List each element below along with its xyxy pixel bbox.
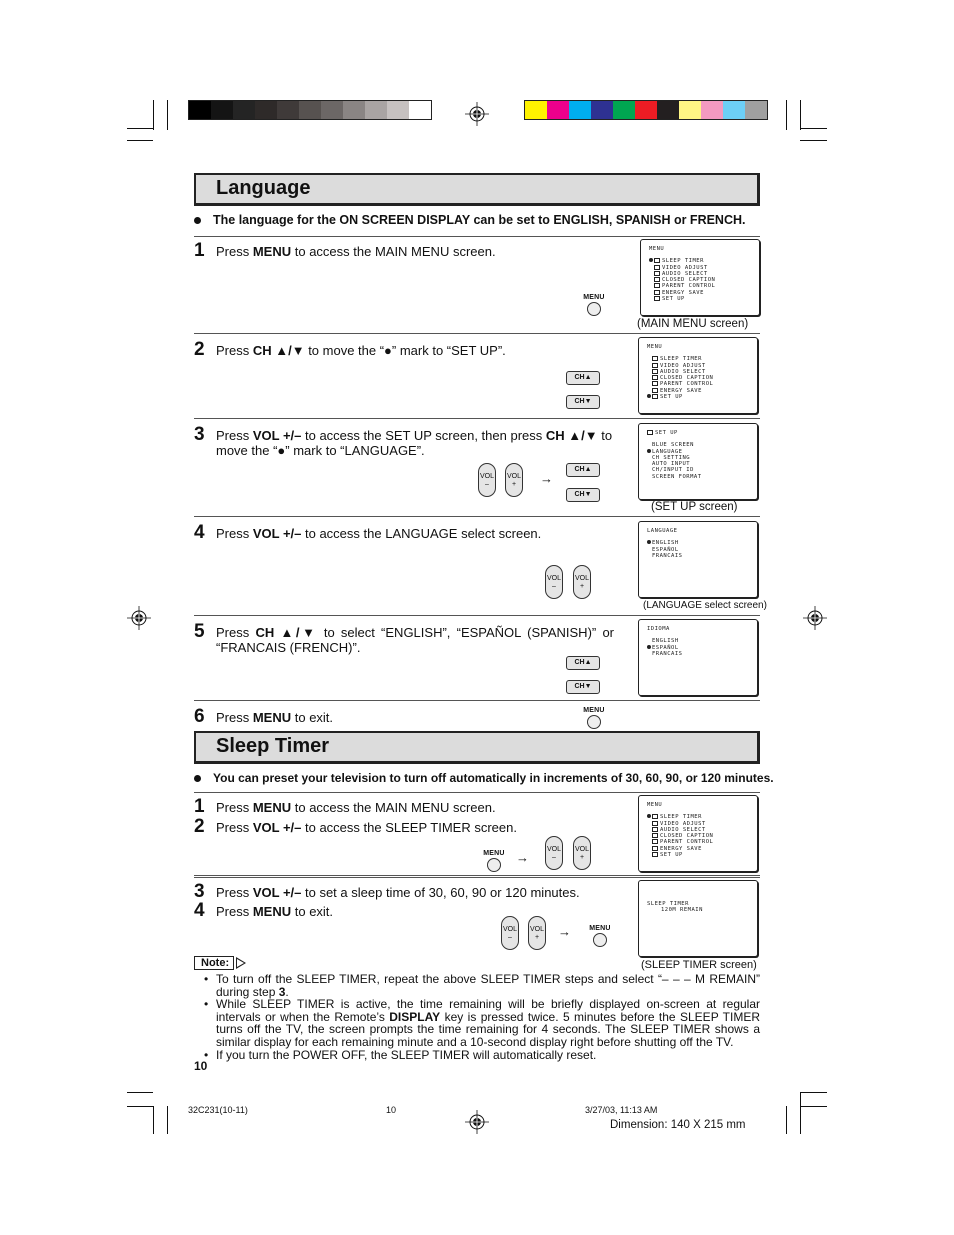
note-item: • To turn off the SLEEP TIMER, repeat the above SLEEP TIMER steps and select “– – – M REMAIN” during step 3. (204, 973, 760, 998)
registration-mark-icon (465, 1110, 489, 1134)
step-text: Press VOL +/– to access the SET UP screen, then press CH ▲/▼ to move the “●” mark to “LANGUAGE”. (216, 428, 613, 458)
footer-file: 32C231(10-11) (188, 1105, 248, 1115)
screen-menu-item: VIDEO ADJUST (647, 363, 749, 369)
note-item: • If you turn the POWER OFF, the SLEEP TIMER will automatically reset. (204, 1049, 760, 1062)
button-circle-icon (593, 933, 607, 947)
vol-plus-key: VOL + (573, 836, 591, 870)
screen-menu-item: AUDIO SELECT (649, 271, 751, 277)
screen-menu-item: AUDIO SELECT (647, 827, 749, 833)
screen-menu-item: ENGLISH (647, 540, 749, 546)
screen-menu-item: SLEEP TIMER (647, 814, 749, 820)
screen-menu-item: ENERGY SAVE (647, 388, 749, 394)
section-title: Language (216, 177, 311, 199)
menu-item-icon (652, 821, 658, 826)
vol-plus-key: VOL + (505, 463, 523, 497)
selection-dot-icon (647, 394, 651, 398)
arrow-right-icon: → (540, 471, 553, 486)
screen-title: MENU (647, 344, 663, 350)
color-swatch (745, 101, 767, 119)
selection-dot-icon (649, 258, 653, 262)
footer-dimension: Dimension: 140 X 215 mm (610, 1119, 746, 1131)
idioma-screen (638, 619, 758, 696)
color-swatch (189, 101, 211, 119)
color-swatch (525, 101, 547, 119)
screen-menu-item: PARENT CONTROL (647, 839, 749, 845)
menu-item-icon (652, 814, 658, 819)
screen-menu-item: LANGUAGE (647, 449, 749, 455)
step-text: Press VOL +/– to access the SLEEP TIMER screen. (216, 820, 517, 835)
divider (194, 700, 760, 701)
step-text: Press VOL +/– to access the LANGUAGE select screen. (216, 526, 542, 541)
screen-menu-item: VIDEO ADJUST (647, 821, 749, 827)
divider (194, 875, 760, 878)
grayscale-calibration-bar (188, 100, 432, 120)
menu-item-icon (652, 363, 658, 368)
main-menu-screen-sleep (638, 795, 758, 872)
color-swatch (277, 101, 299, 119)
color-swatch (547, 101, 569, 119)
step-text: Press CH ▲/▼ to move the “●” mark to “SET UP”. (216, 343, 506, 358)
sleep-timer-screen (638, 880, 758, 957)
screen-caption: (LANGUAGE select screen) (643, 600, 767, 611)
menu-item-icon (654, 265, 660, 270)
language-intro (194, 213, 746, 227)
color-swatch (321, 101, 343, 119)
screen-caption: (SLEEP TIMER screen) (641, 959, 757, 971)
menu-key: MENU (579, 294, 609, 316)
page-number: 10 (194, 1059, 208, 1073)
color-swatch (591, 101, 613, 119)
menu-item-icon (652, 369, 658, 374)
intro-text: The language for the ON SCREEN DISPLAY can be set to ENGLISH, SPANISH or FRENCH. (213, 213, 746, 227)
crop-mark (153, 1106, 154, 1134)
step-number: 3 (194, 424, 205, 445)
step-text: Press VOL +/– to set a sleep time of 30, 60, 90 or 120 minutes. (216, 885, 580, 900)
selection-dot-icon (647, 449, 651, 453)
color-swatch (343, 101, 365, 119)
menu-item-icon (652, 833, 658, 838)
vol-minus-key: VOL – (545, 836, 563, 870)
screen-title: MENU (647, 802, 663, 808)
crop-mark (800, 1106, 827, 1107)
screen-menu-item: SET UP (649, 296, 751, 302)
menu-item-icon (652, 846, 658, 851)
screen-menu-item: BLUE SCREEN (652, 442, 694, 449)
step-number: 5 (194, 621, 205, 642)
footer-page: 10 (386, 1105, 397, 1115)
arrow-right-icon: → (558, 924, 571, 939)
screen-line: 120M REMAIN (661, 907, 703, 914)
screen-menu-item: ENERGY SAVE (649, 290, 751, 296)
screen-title: LANGUAGE (647, 528, 678, 534)
screen-menu-item: SCREEN FORMAT (652, 473, 702, 480)
screen-menu-item: AUTO INPUT (652, 461, 691, 468)
crop-mark (800, 1092, 801, 1134)
vol-plus-key: VOL + (528, 916, 546, 950)
divider (194, 615, 760, 616)
crop-mark (786, 100, 787, 130)
screen-title: SET UP (647, 430, 749, 436)
sleep-timer-section-header (194, 731, 760, 764)
language-screen (638, 521, 758, 598)
menu-item-icon (652, 375, 658, 380)
registration-mark-icon (465, 102, 489, 126)
step-number: 2 (194, 816, 205, 837)
screen-menu-item: FRANCAIS (652, 552, 683, 559)
set-up-screen (638, 423, 758, 500)
screen-menu-item: PARENT CONTROL (647, 381, 749, 387)
note-label: Note: (194, 956, 234, 970)
ch-up-key: CH▲ (566, 371, 600, 385)
screen-menu-item: ESPAÑOL (652, 546, 679, 553)
main-menu-screen (640, 239, 760, 316)
menu-key: MENU (585, 925, 615, 947)
registration-mark-icon (127, 606, 151, 630)
notes-list (204, 973, 760, 1061)
note-item: • While SLEEP TIMER is active, the time remaining will be briefly displayed on-screen at regular intervals or when the Remote’s DISPLAY key is pressed twice. 5 minutes before the SLEEP TIMER turns off the TV, the screen prompts the time remaining for 4 seconds. The SLEEP TIMER shows a similar display for each remaining minute and a 10-second display right before shutting off the TV. (204, 998, 760, 1048)
step-number: 4 (194, 522, 205, 543)
vol-plus-key: VOL + (573, 565, 591, 599)
color-swatch (635, 101, 657, 119)
crop-mark (800, 100, 801, 130)
arrow-right-icon: → (516, 850, 529, 865)
color-swatch (233, 101, 255, 119)
screen-menu-item: SLEEP TIMER (649, 258, 751, 264)
color-swatch (613, 101, 635, 119)
screen-menu-item: PARENT CONTROL (649, 283, 751, 289)
color-swatch (211, 101, 233, 119)
screen-menu-item: SET UP (647, 394, 749, 400)
screen-menu-item: CLOSED CAPTION (647, 833, 749, 839)
screen-menu-item: VIDEO ADJUST (649, 265, 751, 271)
screen-menu-item: AUDIO SELECT (647, 369, 749, 375)
color-swatch (299, 101, 321, 119)
color-swatch (569, 101, 591, 119)
language-section-header (194, 173, 760, 206)
crop-mark (127, 140, 153, 141)
color-swatch (701, 101, 723, 119)
color-swatch (723, 101, 745, 119)
divider (194, 333, 760, 334)
ch-down-key: CH▼ (566, 488, 600, 502)
ch-up-key: CH▲ (566, 463, 600, 477)
divider (194, 236, 760, 237)
crop-mark (800, 1092, 827, 1093)
color-swatch (657, 101, 679, 119)
vol-minus-key: VOL – (501, 916, 519, 950)
step-text: Press CH ▲/▼ to select “ENGLISH”, “ESPAÑOL (SPANISH)” or “FRANCAIS (FRENCH)”. (216, 625, 615, 655)
crop-mark (153, 100, 154, 130)
button-circle-icon (487, 858, 501, 872)
menu-item-icon (652, 388, 658, 393)
menu-item-icon (652, 827, 658, 832)
screen-menu-item: SET UP (647, 852, 749, 858)
vol-minus-key: VOL – (478, 463, 496, 497)
step-number: 2 (194, 339, 205, 360)
screen-title: IDIOMA (647, 626, 670, 632)
intro-text: You can preset your television to turn off automatically in increments of 30, 60, 90, or 120 minutes. (213, 771, 774, 785)
menu-item-icon (652, 394, 658, 399)
note-arrow-icon (236, 957, 246, 969)
step-number: 6 (194, 706, 205, 727)
color-swatch (409, 101, 431, 119)
menu-item-icon (654, 290, 660, 295)
registration-mark-icon (803, 606, 827, 630)
crop-mark (167, 100, 168, 130)
button-circle-icon (587, 715, 601, 729)
ch-up-key: CH▲ (566, 656, 600, 670)
menu-item-icon (654, 296, 660, 301)
crop-mark (127, 1106, 153, 1107)
color-swatch (387, 101, 409, 119)
selection-dot-icon (647, 814, 651, 818)
vol-minus-key: VOL – (545, 565, 563, 599)
color-swatch (679, 101, 701, 119)
selection-dot-icon (647, 645, 651, 649)
divider (194, 792, 760, 793)
screen-menu-item: CLOSED CAPTION (647, 375, 749, 381)
step-number: 3 (194, 881, 205, 902)
ch-down-key: CH▼ (566, 680, 600, 694)
color-calibration-bar (524, 100, 768, 120)
screen-menu-item: SLEEP TIMER (647, 356, 749, 362)
bullet-icon (194, 217, 201, 224)
menu-item-icon (652, 852, 658, 857)
crop-mark (127, 1092, 153, 1093)
screen-caption: (SET UP screen) (651, 501, 738, 513)
section-title: Sleep Timer (216, 735, 330, 757)
menu-item-icon (652, 356, 658, 361)
step-number: 4 (194, 900, 205, 921)
screen-line: SLEEP TIMER (647, 901, 689, 907)
menu-item-icon (652, 381, 658, 386)
step-text: Press MENU to exit. (216, 710, 334, 725)
menu-item-icon (654, 277, 660, 282)
crop-mark (127, 128, 153, 129)
screen-menu-item: CLOSED CAPTION (649, 277, 751, 283)
ch-down-key: CH▼ (566, 395, 600, 409)
menu-item-icon (654, 271, 660, 276)
button-circle-icon (587, 302, 601, 316)
menu-item-icon (654, 258, 660, 263)
menu-key: MENU (479, 850, 509, 872)
screen-menu-item: CH/INPUT ID (652, 467, 694, 474)
color-swatch (365, 101, 387, 119)
crop-mark (800, 140, 827, 141)
screen-menu-item: ESPAÑOL (647, 645, 749, 651)
screen-caption: (MAIN MENU screen) (637, 318, 749, 330)
color-swatch (255, 101, 277, 119)
screen-menu-item: FRANCAIS (652, 650, 683, 657)
main-menu-screen-setup (638, 337, 758, 414)
step-number: 1 (194, 240, 205, 261)
screen-menu-item: CH SETTING (652, 454, 691, 461)
step-text: Press MENU to access the MAIN MENU screen. (216, 244, 496, 259)
crop-mark (167, 1106, 168, 1134)
step-text: Press MENU to exit. (216, 904, 334, 919)
step-text: Press MENU to access the MAIN MENU screen. (216, 800, 496, 815)
bullet-icon (194, 775, 201, 782)
crop-mark (800, 128, 827, 129)
menu-key: MENU (579, 707, 609, 729)
screen-menu-item: ENGLISH (652, 638, 679, 645)
menu-item-icon (652, 839, 658, 844)
sleep-intro (194, 771, 774, 785)
screen-title: MENU (649, 246, 665, 252)
crop-mark (786, 1106, 787, 1134)
menu-item-icon (654, 283, 660, 288)
divider (194, 418, 760, 419)
step-number: 1 (194, 796, 205, 817)
footer-date: 3/27/03, 11:13 AM (585, 1105, 658, 1115)
screen-menu-item: ENERGY SAVE (647, 846, 749, 852)
divider (194, 516, 760, 517)
selection-dot-icon (647, 540, 651, 544)
